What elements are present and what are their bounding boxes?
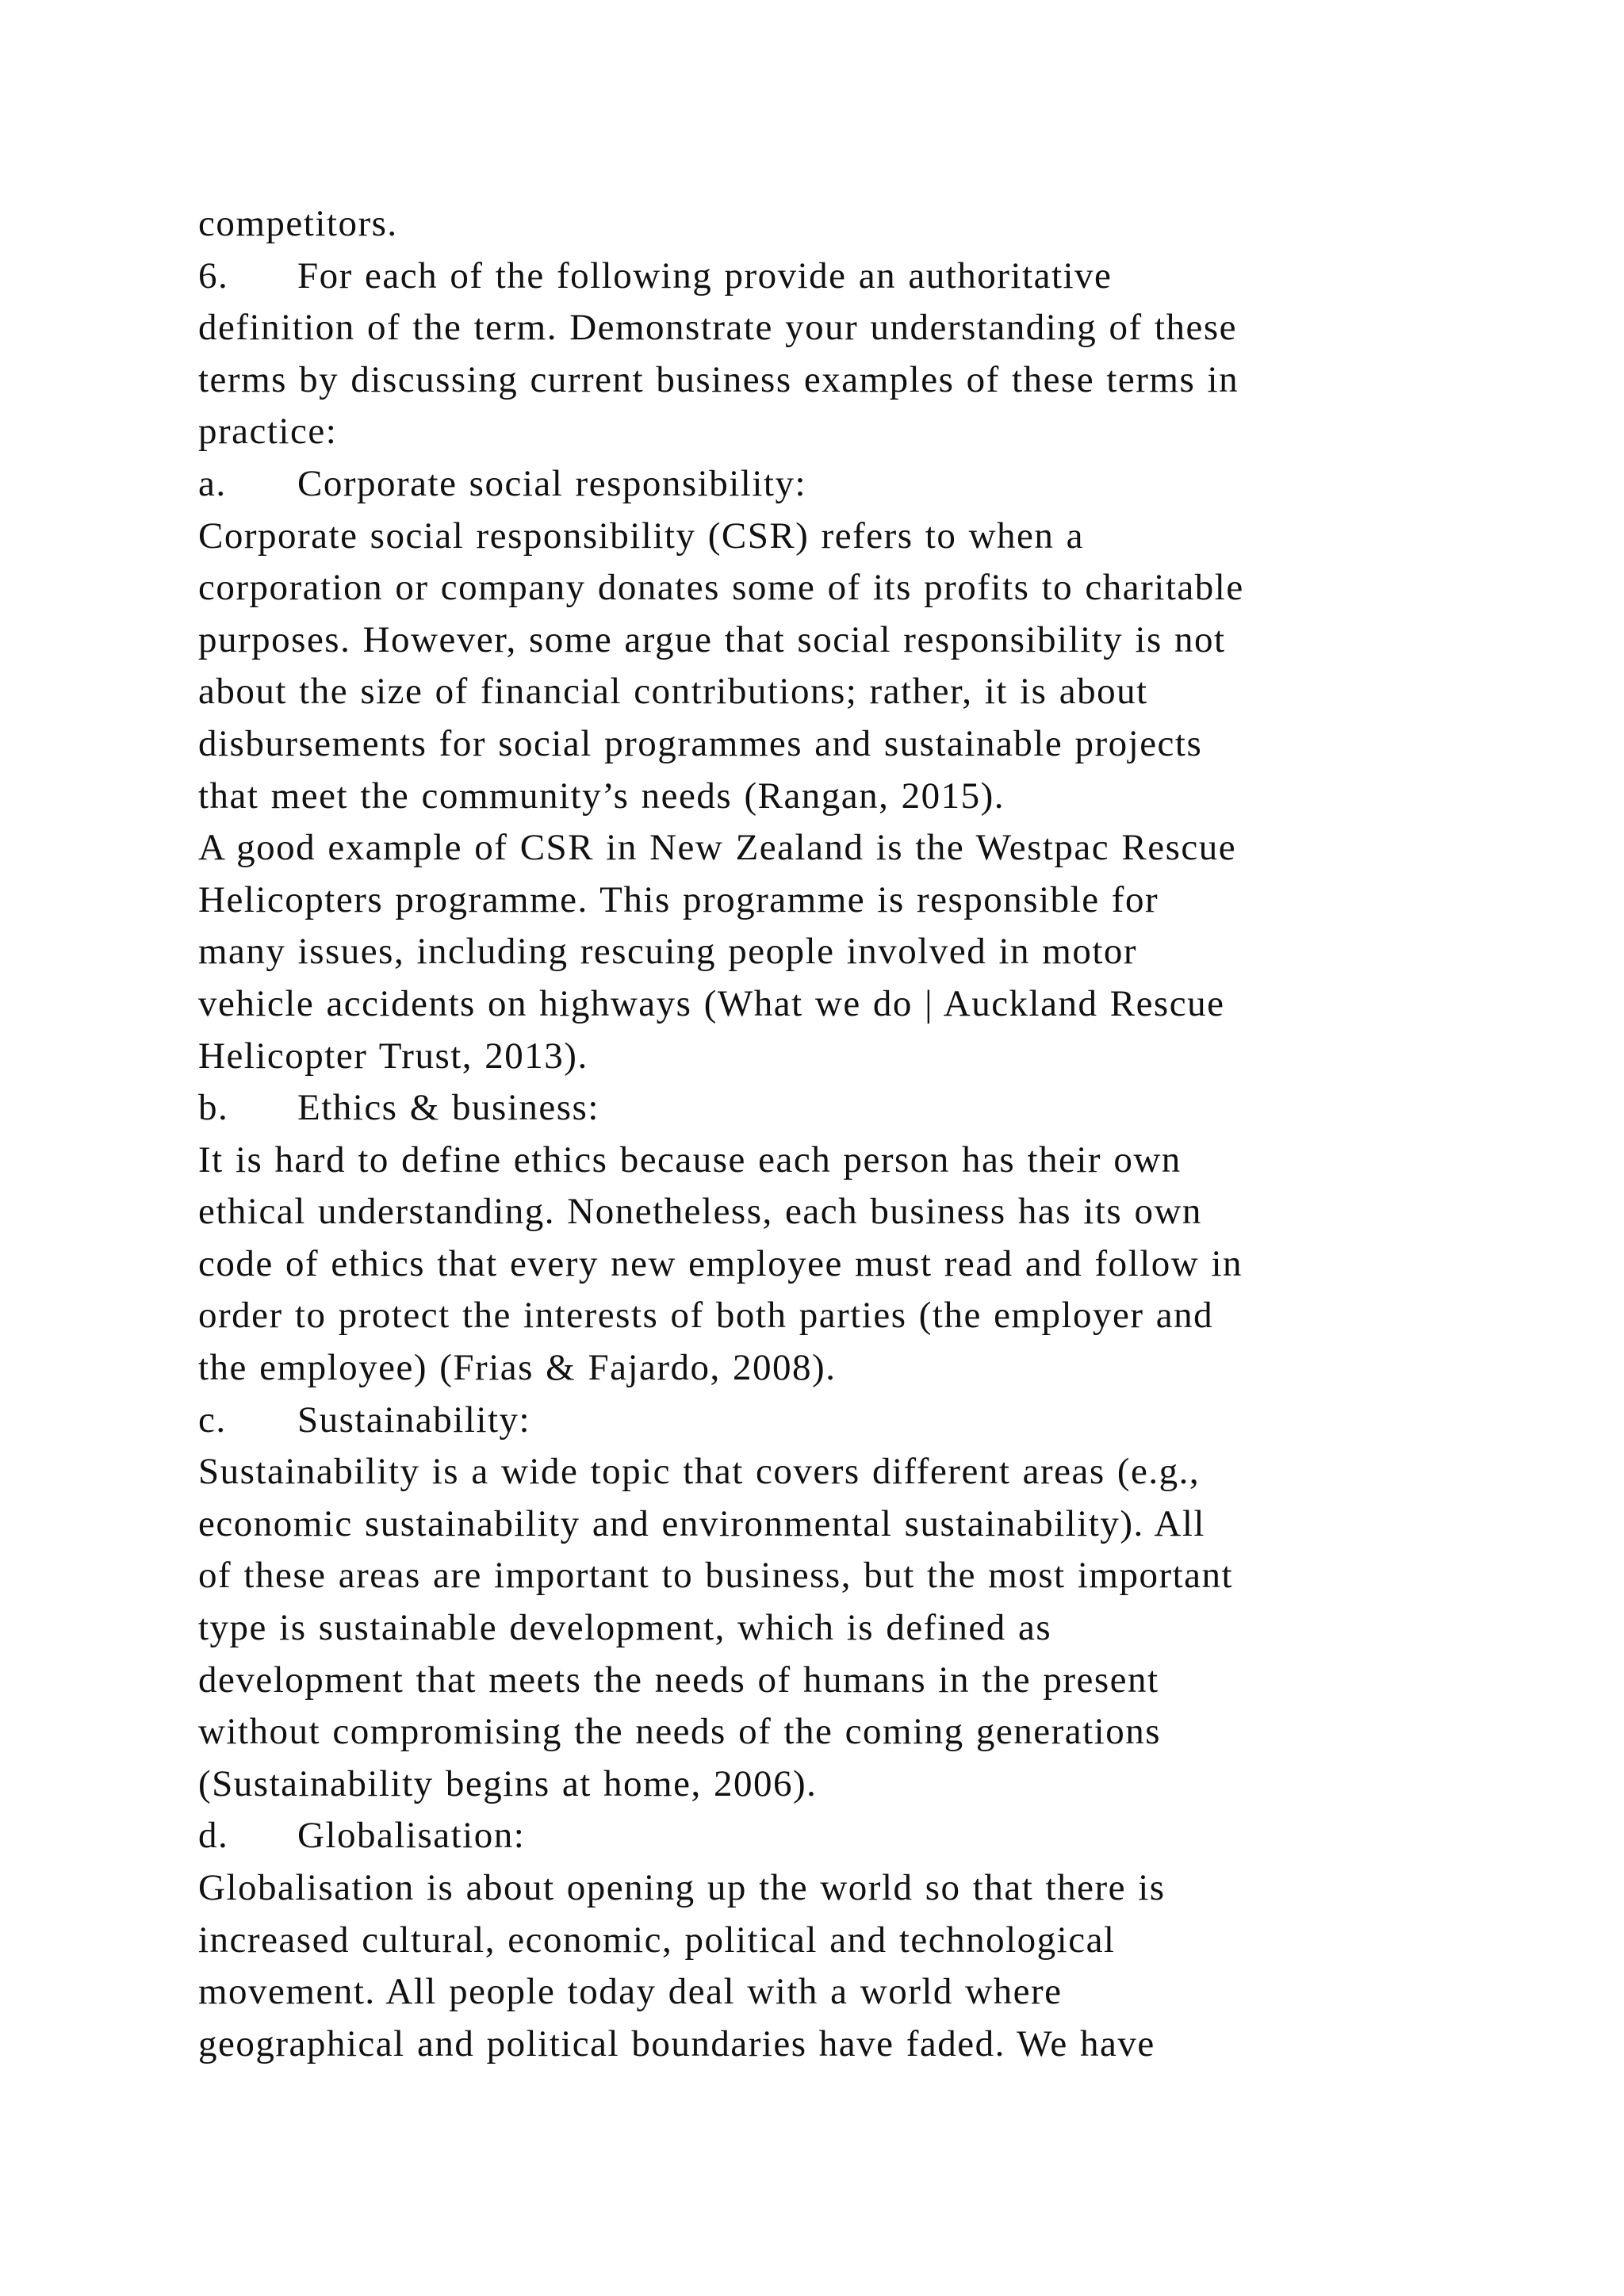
line-text: For each of the following provide an authoritative [297, 254, 1113, 297]
line-text: movement. All people today deal with a world where [198, 1971, 1063, 2013]
line-text: Corporate social responsibility (CSR) refers to when a [198, 515, 1085, 557]
text-line [198, 1758, 1467, 1811]
line-text: about the size of financial contributions; rather, it is about [198, 671, 1148, 713]
line-text: increased cultural, economic, political and technological [198, 1919, 1116, 1961]
line-text: Ethics & business: [297, 1087, 599, 1129]
text-line [198, 1342, 1467, 1395]
text-line [198, 1446, 1467, 1498]
line-text: corporation or company donates some of its profits to charitable [198, 567, 1244, 609]
line-text: practice: [198, 411, 338, 453]
text-line [198, 1290, 1467, 1342]
text-line [198, 614, 1467, 667]
line-text: purposes. However, some argue that social responsibility is not [198, 618, 1226, 660]
text-line [198, 406, 1467, 458]
line-text: economic sustainability and environmental sustainability). All [198, 1502, 1205, 1544]
line-text: order to protect the interests of both parties (the employer and [198, 1295, 1214, 1337]
line-text: type is sustainable development, which is defined as [198, 1607, 1052, 1649]
text-line [198, 1862, 1467, 1915]
line-text: definition of the term. Demonstrate your understanding of these [198, 307, 1237, 349]
line-text: geographical and political boundaries have faded. We have [198, 2022, 1155, 2064]
text-line [198, 511, 1467, 563]
text-line [198, 562, 1467, 614]
text-line [198, 1966, 1467, 2019]
list-item-heading [198, 251, 1467, 303]
line-text: terms by discussing current business examples of these terms in [198, 358, 1239, 400]
text-line [198, 1655, 1467, 1707]
text-line [198, 354, 1467, 407]
line-text: Sustainability is a wide topic that covers different areas (e.g., [198, 1451, 1201, 1493]
line-text: Helicopter Trust, 2013). [198, 1035, 588, 1077]
line-text: many issues, including rescuing people involved in motor [198, 931, 1138, 973]
text-line [198, 1706, 1467, 1758]
line-text: code of ethics that every new employee must read and follow in [198, 1242, 1243, 1284]
text-line [198, 1238, 1467, 1291]
list-item-heading [198, 1395, 1467, 1447]
list-item-heading [198, 1810, 1467, 1862]
text-line [198, 822, 1467, 874]
line-text: the employee) (Frias & Fajardo, 2008). [198, 1347, 837, 1389]
line-text: of these areas are important to business, but the most important [198, 1555, 1234, 1597]
line-text: competitors. [198, 203, 398, 244]
text-line [198, 2019, 1467, 2071]
line-text: disbursements for social programmes and sustainable projects [198, 722, 1203, 764]
text-line [198, 302, 1467, 354]
line-text: Globalisation is about opening up the world so that there is [198, 1867, 1166, 1908]
text-line [198, 1135, 1467, 1187]
text-line [198, 1186, 1467, 1238]
line-text: development that meets the needs of humans in the present [198, 1659, 1159, 1701]
text-line [198, 1031, 1467, 1083]
line-text: without compromising the needs of the coming generations [198, 1711, 1162, 1753]
text-line [198, 666, 1467, 718]
line-text: Helicopters programme. This programme is responsible for [198, 878, 1159, 920]
line-text: ethical understanding. Nonetheless, each business has its own [198, 1191, 1202, 1233]
line-text: Globalisation: [297, 1815, 526, 1857]
list-item-heading [198, 458, 1467, 511]
text-line [198, 771, 1467, 823]
text-line [198, 978, 1467, 1031]
list-marker: 6. [198, 254, 229, 297]
text-line [198, 926, 1467, 978]
text-line [198, 1550, 1467, 1602]
line-text: that meet the community’s needs (Rangan, 2015). [198, 775, 1005, 817]
document-page [198, 198, 1467, 2070]
line-text: vehicle accidents on highways (What we do | Auckland Rescue [198, 982, 1225, 1024]
text-line [198, 1498, 1467, 1551]
line-text: A good example of CSR in New Zealand is the Westpac Rescue [198, 827, 1237, 869]
line-text: (Sustainability begins at home, 2006). [198, 1762, 818, 1804]
list-marker: b. [198, 1087, 229, 1129]
line-text: Corporate social responsibility: [297, 462, 807, 504]
text-line [198, 198, 1467, 251]
list-marker: d. [198, 1815, 229, 1857]
line-text: Sustainability: [297, 1399, 531, 1441]
text-line [198, 1602, 1467, 1655]
text-line [198, 874, 1467, 927]
text-line [198, 718, 1467, 771]
list-marker: c. [198, 1399, 227, 1441]
line-text: It is hard to define ethics because each person has their own [198, 1138, 1182, 1181]
list-marker: a. [198, 462, 227, 504]
list-item-heading [198, 1082, 1467, 1135]
text-line [198, 1915, 1467, 1967]
